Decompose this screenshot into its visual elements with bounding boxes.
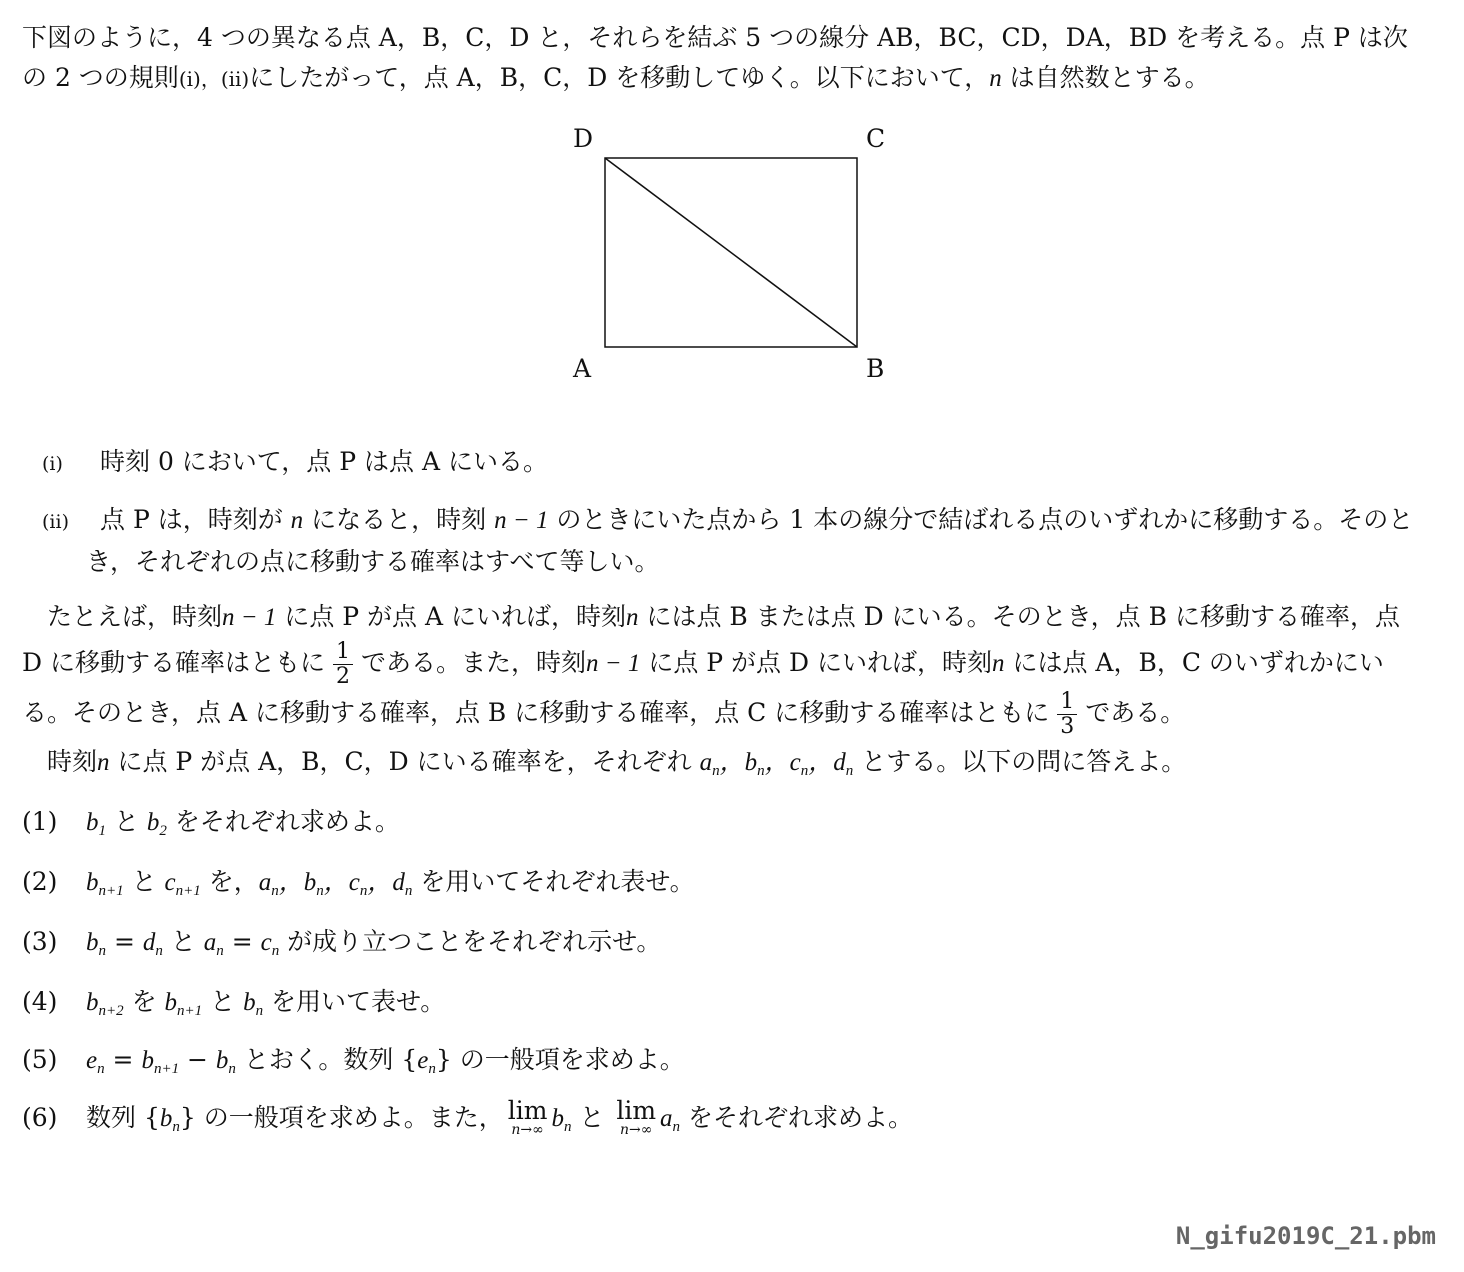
limit-bn: lim n→∞ bbox=[507, 1096, 548, 1138]
math-b1-b2: $b_1$ bbox=[86, 809, 106, 839]
rule-ii-b: になると，時刻 bbox=[311, 505, 487, 534]
problem-1: (1) $b_1$ と $b_2$ をそれぞれ求めよ。 bbox=[22, 802, 400, 843]
fraction-one-half bbox=[333, 640, 353, 689]
example-l2-c: に点 P が点 D にいれば，時刻 bbox=[648, 648, 992, 677]
definition-a: 時刻 bbox=[47, 747, 98, 776]
intro-line-2-a: の 2 つの規則 bbox=[22, 63, 179, 92]
half-denominator: 2 bbox=[336, 664, 350, 689]
problem-5-text: とおく。数列 bbox=[243, 1045, 394, 1074]
limit-an: lim n→∞ bbox=[616, 1096, 657, 1138]
intro-line-2-c: にしたがって，点 A，B，C，D を移動してゆく。以下において， bbox=[249, 63, 990, 92]
example-line-1 bbox=[22, 597, 1438, 638]
rule-i-text: 時刻 0 において，点 P は点 A にいる。 bbox=[100, 447, 548, 476]
math-en-def: $e_n$ bbox=[86, 1047, 105, 1077]
intro-line-1: 下図のように，4 つの異なる点 A，B，C，D と，それらを結ぶ 5 つの線分 AB，BC，CD，DA，BD を考える。点 P は次 bbox=[22, 23, 1408, 52]
file-name: N_gifu2019C_21.pbm bbox=[1175, 1222, 1436, 1250]
problem-3-text: が成り立つことをそれぞれ示せ。 bbox=[287, 927, 662, 956]
problem-4-text: を用いて表せ。 bbox=[271, 987, 446, 1016]
half-numerator: 1 bbox=[333, 640, 353, 665]
example-line-3 bbox=[22, 688, 1438, 738]
problem-1-label: (1) bbox=[22, 807, 58, 836]
label-B: B bbox=[866, 354, 885, 383]
example-l3-a: る。そのとき，点 A に移動する確率，点 B に移動する確率，点 C に移動する確率はともに bbox=[22, 698, 1050, 727]
rule-ii bbox=[42, 500, 1413, 582]
example-l1-c: には点 B または点 D にいる。そのとき，点 B に移動する確率，点 bbox=[646, 602, 1400, 631]
problem-2-text: を用いてそれぞれ表せ。 bbox=[420, 867, 695, 896]
problem-2-label: (2) bbox=[22, 867, 58, 896]
third-numerator: 1 bbox=[1057, 690, 1077, 715]
fraction-one-third bbox=[1057, 690, 1077, 739]
label-C: C bbox=[866, 124, 886, 153]
var-n: n bbox=[989, 65, 1002, 92]
example-l1-a: たとえば，時刻 bbox=[47, 602, 223, 631]
example-paragraph bbox=[22, 597, 1438, 738]
label-D: D bbox=[573, 124, 594, 153]
rule-ii-c: のときにいた点から 1 本の線分で結ばれる点のいずれかに移動する。そのと bbox=[556, 505, 1414, 534]
problem-6-label: (6) bbox=[22, 1103, 58, 1132]
var-list-an-bn-cn-dn: $a_n$，$b_n$，$c_n$，$d_n$ bbox=[699, 749, 854, 779]
problem-6-text: 数列 bbox=[86, 1103, 137, 1132]
math-bn2: $b_{n+2}$ bbox=[86, 989, 124, 1019]
rule-refs: (i)，(ii) bbox=[178, 67, 250, 91]
var-n: n bbox=[97, 749, 110, 776]
problem-5-label: (5) bbox=[22, 1045, 58, 1074]
expr-n-minus-1: n − 1 bbox=[222, 604, 277, 631]
rule-i bbox=[42, 442, 548, 484]
var-n: n bbox=[290, 507, 304, 534]
rule-i-label: (i) bbox=[42, 453, 63, 475]
intro-line-2-d: は自然数とする。 bbox=[1009, 63, 1210, 92]
example-l2-d: には点 A，B，C のいずれかにい bbox=[1012, 648, 1384, 677]
rule-ii-a: 点 P は，時刻が bbox=[100, 505, 283, 534]
math-bn-eq-dn: $b_n$ bbox=[86, 929, 106, 959]
problem-1-text: をそれぞれ求めよ。 bbox=[174, 807, 400, 836]
rule-ii-line-2: き，それぞれの点に移動する確率はすべて等しい。 bbox=[86, 547, 660, 576]
example-l2-a: D に移動する確率はともに bbox=[22, 648, 325, 677]
expr-n-minus-1: n − 1 bbox=[494, 507, 549, 534]
var-n: n bbox=[992, 650, 1005, 677]
problem-3-label: (3) bbox=[22, 927, 58, 956]
example-l2-b: である。また，時刻 bbox=[361, 648, 587, 677]
problem-2: (2) $b_{n+1}$ と $c_{n+1}$ を，$a_n$，$b_n$，$c_n$，$d_n$ を用いてそれぞれ表せ。 bbox=[22, 862, 695, 903]
problem-5: (5) $e_n = b_{n+1} - b_n$ とおく。数列 $\{e_n\}$ の一般項を求めよ。 bbox=[22, 1040, 685, 1081]
definition-c: とする。以下の問に答えよ。 bbox=[861, 747, 1187, 776]
definition-line bbox=[47, 742, 1186, 783]
example-l3-b: である。 bbox=[1085, 698, 1186, 727]
rule-ii-label: (ii) bbox=[42, 511, 69, 533]
math-bn1-cn1: $b_{n+1}$ bbox=[86, 869, 124, 899]
problem-4: (4) $b_{n+2}$ を $b_{n+1}$ と $b_n$ を用いて表せ。 bbox=[22, 982, 445, 1023]
problem-3: (3) $b_n = d_n$ と $a_n = c_n$ が成り立つことをそれぞれ示せ。 bbox=[22, 922, 661, 963]
example-l1-b: に点 P が点 A にいれば，時刻 bbox=[284, 602, 627, 631]
var-n: n bbox=[626, 604, 639, 631]
expr-n-minus-1: n − 1 bbox=[586, 650, 641, 677]
problem-6: (6) 数列 $\{b_n\}$ の一般項を求めよ。また， lim n→∞ $b_n$ と lim n→∞ $a_n$ をそれぞれ求めよ。 bbox=[22, 1096, 913, 1138]
segment-BD bbox=[605, 158, 857, 347]
example-line-2 bbox=[22, 638, 1438, 688]
definition-b: に点 P が点 A，B，C，D にいる確率を，それぞれ bbox=[117, 747, 692, 776]
label-A: A bbox=[573, 354, 592, 383]
problem-4-label: (4) bbox=[22, 987, 58, 1016]
third-denominator: 3 bbox=[1060, 714, 1075, 739]
